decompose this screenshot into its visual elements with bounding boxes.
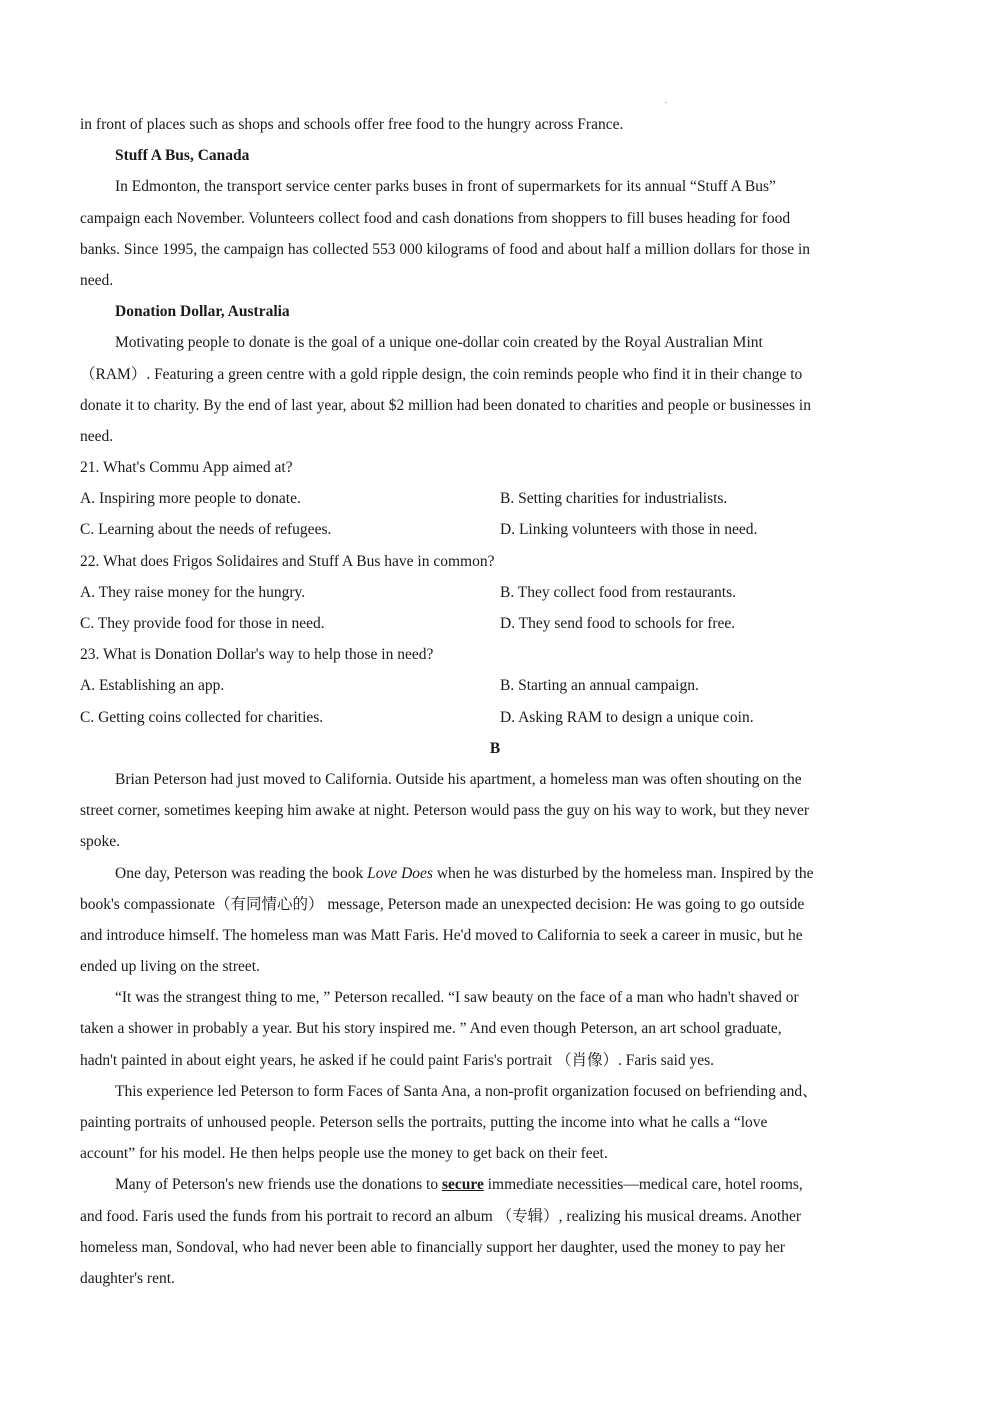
passage-b-line: hadn't painted in about eight years, he asked if he could paint Faris's portrait （肖像）. Faris said yes. xyxy=(80,1051,715,1069)
passage-b-line: Brian Peterson had just moved to California. Outside his apartment, a homeless man was often shouting on the xyxy=(115,770,802,788)
option-a: A. They raise money for the hungry. xyxy=(80,583,306,601)
option-d: D. They send food to schools for free. xyxy=(500,615,736,632)
option-c: C. Getting coins collected for charities. xyxy=(80,708,324,726)
question-21-options-row xyxy=(80,514,910,545)
donation-dollar-line: Motivating people to donate is the goal of a unique one-dollar coin created by the Royal Australian Mint xyxy=(115,334,763,352)
donation-dollar-line: donate it to charity. By the end of last year, about $2 million had been donated to charities and people or businesses in xyxy=(80,396,811,414)
stuff-a-bus-line: campaign each November. Volunteers collect food and cash donations from shoppers to fill buses heading for food xyxy=(80,209,791,227)
underlined-word: secure xyxy=(441,1176,484,1194)
passage-b-line: painting portraits of unhoused people. Peterson sells the portraits, putting the income into what he calls a “love xyxy=(80,1114,768,1131)
option-a: A. Inspiring more people to donate. xyxy=(80,490,301,508)
passage-b-line: account” for his model. He then helps people use the money to get back on their feet. xyxy=(80,1145,608,1163)
passage-b-line: and introduce himself. The homeless man was Matt Faris. He'd moved to California to seek a career in music, but he xyxy=(80,926,803,944)
question-21-options-row xyxy=(80,483,910,514)
passage-b-line: book's compassionate（有同情心的） message, Peterson made an unexpected decision: He was going to go outside xyxy=(80,895,805,913)
passage-b-line xyxy=(80,858,910,889)
stuff-a-bus-line: In Edmonton, the transport service center parks buses in front of supermarkets for its annual “Stuff A Bus” xyxy=(115,178,776,196)
question-23-options-row xyxy=(80,702,910,733)
passage-b-line: spoke. xyxy=(80,833,121,851)
option-a: A. Establishing an app. xyxy=(80,677,225,695)
passage-b-line: and food. Faris used the funds from his portrait to record an album （专辑）, realizing his musical dreams. Another xyxy=(80,1207,802,1225)
passage-b-line: “It was the strangest thing to me, ” Peterson recalled. “I saw beauty on the face of a man who hadn't shaved or xyxy=(115,989,799,1007)
option-d: D. Asking RAM to design a unique coin. xyxy=(500,708,754,726)
text-run: immediate necessities—medical care, hotel rooms, xyxy=(483,1176,803,1194)
question-22-options-row xyxy=(80,577,910,608)
donation-dollar-line: （RAM）. Featuring a green centre with a gold ripple design, the coin reminds people who find it in their change to xyxy=(80,365,803,383)
page-mark: . xyxy=(665,96,667,105)
passage-b-line: ended up living on the street. xyxy=(80,958,260,976)
option-c: C. They provide food for those in need. xyxy=(80,615,325,632)
option-b: B. Starting an annual campaign. xyxy=(500,677,699,695)
passage-b-line xyxy=(80,1169,910,1200)
passage-b-line: taken a shower in probably a year. But his story inspired me. ” And even though Peterson, an art school graduate, xyxy=(80,1020,782,1038)
text-run: One day, Peterson was reading the book xyxy=(115,864,368,882)
question-22-stem: 22. What does Frigos Solidaires and Stuff A Bus have in common? xyxy=(80,552,495,570)
donation-dollar-line: need. xyxy=(80,427,114,445)
question-23-stem: 23. What is Donation Dollar's way to help those in need? xyxy=(80,646,434,664)
option-c: C. Learning about the needs of refugees. xyxy=(80,521,332,539)
section-b-heading: B xyxy=(489,739,501,757)
frigos-paragraph-end: in front of places such as shops and schools offer free food to the hungry across France. xyxy=(80,116,624,133)
question-21-stem: 21. What's Commu App aimed at? xyxy=(80,459,293,477)
stuff-a-bus-line: banks. Since 1995, the campaign has collected 553 000 kilograms of food and about half a million dollars for those in xyxy=(80,240,811,258)
book-title: Love Does xyxy=(367,864,433,882)
passage-b-line: daughter's rent. xyxy=(80,1269,175,1287)
passage-b-line: homeless man, Sondoval, who had never been able to financially support her daughter, used the money to pay her xyxy=(80,1238,785,1256)
option-b: B. Setting charities for industrialists. xyxy=(500,490,728,508)
donation-dollar-heading: Donation Dollar, Australia xyxy=(115,303,290,321)
option-d: D. Linking volunteers with those in need. xyxy=(500,521,758,539)
text-run: Many of Peterson's new friends use the donations to xyxy=(115,1176,442,1194)
question-23-options-row xyxy=(80,670,910,701)
text-run: when he was disturbed by the homeless man. Inspired by the xyxy=(432,864,814,882)
passage-b-line: street corner, sometimes keeping him awake at night. Peterson would pass the guy on his way to work, but they never xyxy=(80,802,810,820)
stuff-a-bus-heading: Stuff A Bus, Canada xyxy=(115,147,250,165)
option-b: B. They collect food from restaurants. xyxy=(500,583,737,601)
question-22-options-row xyxy=(80,608,910,639)
document-body xyxy=(80,109,910,1294)
stuff-a-bus-line: need. xyxy=(80,271,114,289)
passage-b-line: This experience led Peterson to form Faces of Santa Ana, a non-profit organization focused on befriending and、 xyxy=(115,1082,818,1100)
